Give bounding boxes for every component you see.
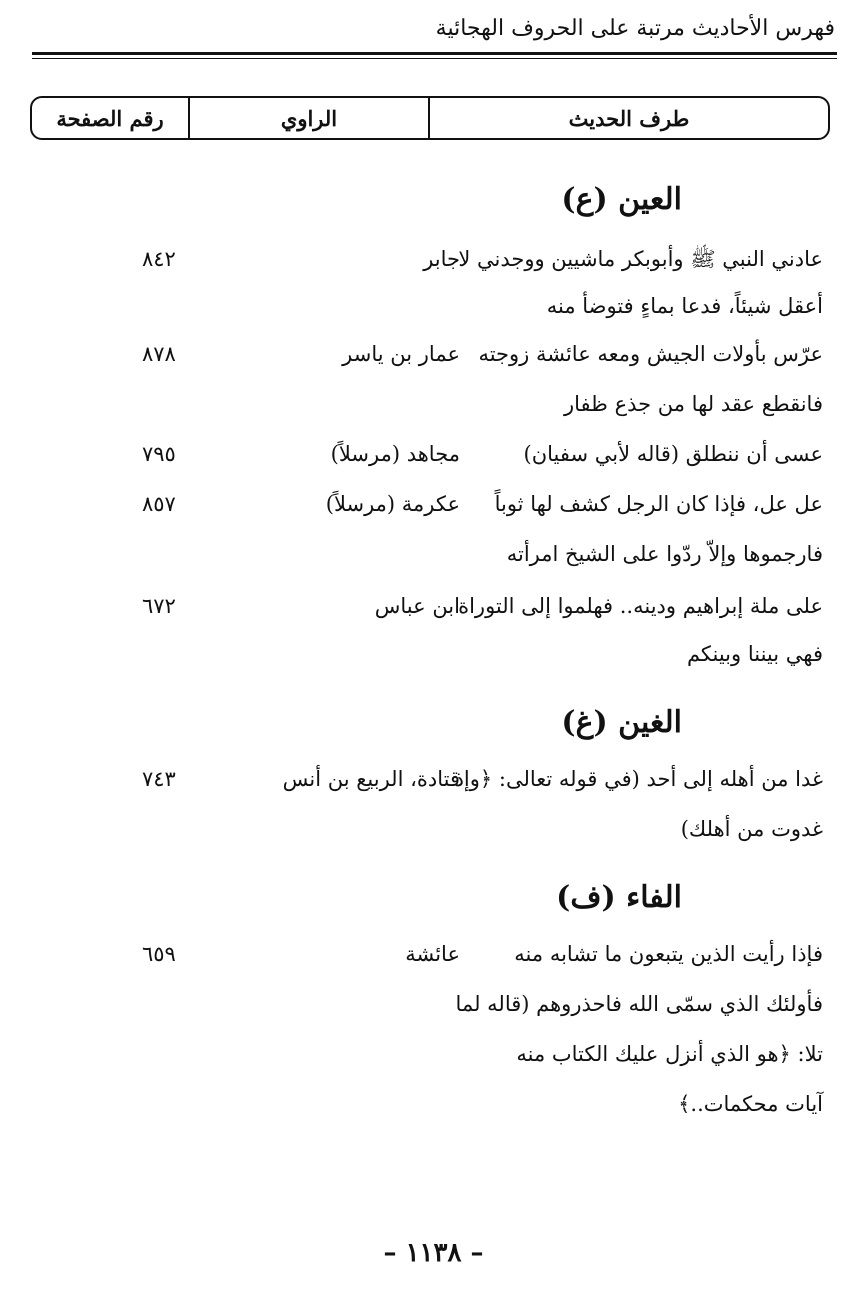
entry-narrator: قتادة، الربيع بن أنس [282,767,460,791]
header-rule-thin [32,58,837,59]
section-title-ain: العين (ع) [561,182,682,217]
entry-page-number: ٦٧٢ [142,594,176,618]
entry-text-line: آيات محكمات..﴾ [678,1092,823,1116]
entry-narrator: مجاهد (مرسلاً) [330,442,460,466]
entry-narrator: عمار بن ياسر [342,342,460,366]
entry-text-line: عادني النبي ﷺ وأبوبكر ماشيين ووجدني لا [458,247,823,271]
entry-text-line: على ملة إبراهيم ودينه.. فهلموا إلى التوراة [458,594,823,618]
entry-narrator: عائشة [405,942,460,966]
entry-text-line: فهي بيننا وبينكم [686,642,823,666]
entry-text-line: غدوت من أهلك) [680,817,823,841]
entry-page-number: ٦٥٩ [142,942,176,966]
page-number: – ١١٣٨ – [383,1238,484,1268]
entry-page-number: ٧٤٣ [142,767,176,791]
column-header-box [30,96,830,140]
entry-text-line: عل عل، فإذا كان الرجل كشف لها ثوباً [494,492,823,516]
entry-text-line: غدا من أهله إلى أحد (في قوله تعالى: ﴿وإذ [454,767,823,791]
entry-page-number: ٨٥٧ [142,492,176,516]
entry-text-line: تلا: ﴿هو الذي أنزل عليك الكتاب منه [516,1042,823,1066]
entry-page-number: ٨٧٨ [142,342,176,366]
entry-text-line: فانقطع عقد لها من جذع ظفار [564,392,823,416]
entry-text-line: عسى أن ننطلق (قاله لأبي سفيان) [523,442,823,466]
entry-narrator: عكرمة (مرسلاً) [325,492,460,516]
column-header-hadith: طرف الحديث [428,98,828,138]
running-title: فهرس الأحاديث مرتبة على الحروف الهجائية [435,16,835,41]
section-title-ghain: الغين (غ) [561,705,682,740]
header-rule-thick [32,52,837,55]
entry-text-line: عرّس بأولات الجيش ومعه عائشة زوجته [478,342,823,366]
entry-narrator: ابن عباس [374,594,460,618]
entry-text-line: أعقل شيئاً، فدعا بماءٍ فتوضأ منه [546,294,823,318]
entry-text-line: فأولئك الذي سمّى الله فاحذروهم (قاله لما [455,992,823,1016]
entry-page-number: ٧٩٥ [142,442,176,466]
entry-text-line: فإذا رأيت الذين يتبعون ما تشابه منه [514,942,823,966]
entry-narrator: جابر [423,247,460,271]
column-header-page: رقم الصفحة [56,105,164,131]
section-title-fa: الفاء (ف) [556,880,682,915]
entry-text-line: فارجموها وإلاّ ردّوا على الشيخ امرأته [506,542,823,566]
column-header-narrator: الراوي [188,98,428,138]
entry-page-number: ٨٤٢ [142,247,176,271]
